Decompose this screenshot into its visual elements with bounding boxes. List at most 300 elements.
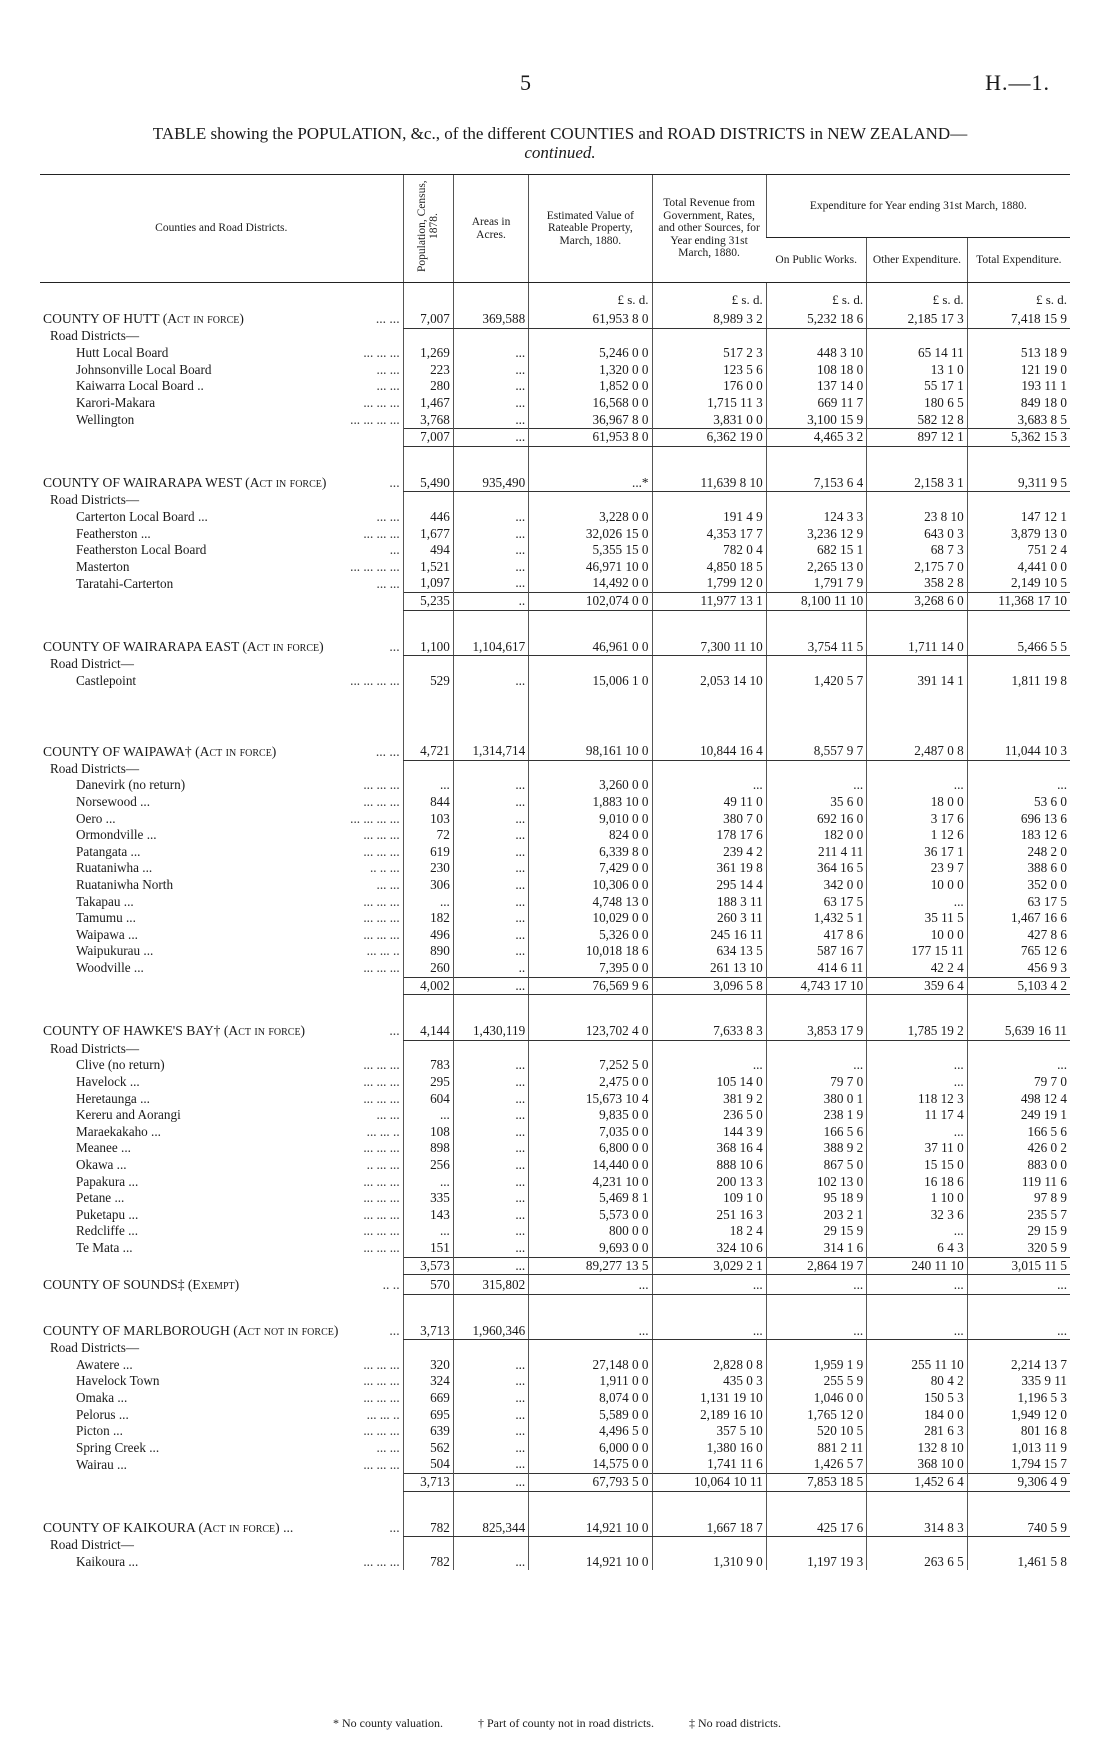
cell-rev: 7,633 8 3 [652, 1021, 766, 1040]
cell-area: ... [453, 910, 528, 927]
cell-val: 6,000 0 0 [529, 1440, 652, 1457]
row-name [40, 811, 403, 828]
currency-unit: £ s. d. [867, 283, 967, 310]
leader-dots: ... ... ... [363, 1356, 400, 1372]
cell-area: ... [453, 1107, 528, 1124]
cell-area [453, 1537, 528, 1554]
road-district-row [40, 1157, 1070, 1174]
row-label: Johnsonville Local Board [76, 361, 212, 377]
cell-area [453, 1491, 528, 1518]
cell-pw: ... [766, 1321, 866, 1340]
cell-rev: 357 5 10 [652, 1423, 766, 1440]
cell-val [529, 328, 652, 345]
cell-rev: 191 4 9 [652, 509, 766, 526]
currency-unit: £ s. d. [967, 283, 1070, 310]
road-district-row [40, 509, 1070, 526]
cell-pop: 890 [403, 943, 453, 960]
cell-pw: 1,959 1 9 [766, 1357, 866, 1374]
leader-dots: ... ... ... [363, 1140, 400, 1156]
cell-area [453, 446, 528, 473]
cell-pw: 1,432 5 1 [766, 910, 866, 927]
cell-oth: 180 6 5 [867, 395, 967, 412]
cell-pop: 151 [403, 1240, 453, 1257]
cell-tot [967, 492, 1070, 509]
cell-oth: 314 8 3 [867, 1518, 967, 1537]
row-name [40, 910, 403, 927]
cell-rev: 236 5 0 [652, 1107, 766, 1124]
row-name [40, 760, 403, 777]
cell-val [529, 1537, 652, 1554]
cell-pw: 238 1 9 [766, 1107, 866, 1124]
cell-pop: ... [403, 1107, 453, 1124]
cell-oth: 55 17 1 [867, 378, 967, 395]
row-label: Ruataniwha ... [76, 860, 153, 876]
cell-val: 4,231 10 0 [529, 1174, 652, 1191]
cell-pop: 494 [403, 542, 453, 559]
road-district-row [40, 1423, 1070, 1440]
cell-pop: 4,144 [403, 1021, 453, 1040]
cell-area: 315,802 [453, 1275, 528, 1295]
row-label: Havelock ... [76, 1073, 140, 1089]
row-label: Danevirk (no return) [76, 777, 186, 793]
cell-rev: 200 13 3 [652, 1174, 766, 1191]
spacer-row [40, 1294, 1070, 1321]
footnote: ‡ No road districts. [688, 1716, 781, 1730]
row-label: COUNTY OF SOUNDS‡ (Exempt) [43, 1277, 240, 1293]
row-label: Puketapu ... [76, 1206, 139, 1222]
header-other: Other Expenditure. [867, 238, 967, 283]
cell-pop: ... [403, 777, 453, 794]
cell-val [529, 760, 652, 777]
cell-area: ... [453, 542, 528, 559]
cell-oth: 36 17 1 [867, 844, 967, 861]
title-line: TABLE showing the POPULATION, &c., of the different COUNTIES and ROAD DISTRICTS in NEW ZEALAND— [152, 124, 968, 143]
cell-val: 9,693 0 0 [529, 1240, 652, 1257]
cell-area: 935,490 [453, 473, 528, 492]
cell-tot [967, 1040, 1070, 1057]
cell-oth: 23 8 10 [867, 509, 967, 526]
cell-pw: 255 5 9 [766, 1373, 866, 1390]
cell-area: ... [453, 1440, 528, 1457]
cell-oth [867, 446, 967, 473]
cell-pw: 8,557 9 7 [766, 741, 866, 760]
cell-val: 7,252 5 0 [529, 1057, 652, 1074]
cell-rev: 2,189 16 10 [652, 1407, 766, 1424]
cell-tot: 7,418 15 9 [967, 309, 1070, 328]
cell-oth [867, 1537, 967, 1554]
leader-dots: ... ... ... [363, 910, 400, 926]
cell-val: 3,260 0 0 [529, 777, 652, 794]
cell-tot: 513 18 9 [967, 345, 1070, 362]
road-district-row [40, 395, 1070, 412]
cell-pop [403, 492, 453, 509]
row-name [40, 1407, 403, 1424]
cell-area: 369,588 [453, 309, 528, 328]
leader-dots: ... ... ... [363, 1373, 400, 1389]
cell-oth: 1,785 19 2 [867, 1021, 967, 1040]
road-district-row [40, 794, 1070, 811]
cell-rev: 176 0 0 [652, 378, 766, 395]
cell-area: ... [453, 877, 528, 894]
cell-tot: 3,683 8 5 [967, 412, 1070, 429]
leader-dots: ... ... ... [363, 1190, 400, 1206]
cell-area: ... [453, 844, 528, 861]
footnotes [0, 1716, 1114, 1731]
cell-oth: 184 0 0 [867, 1407, 967, 1424]
row-label: Kereru and Aorangi [76, 1107, 181, 1123]
cell-rev: 782 0 4 [652, 542, 766, 559]
road-districts-heading [40, 1340, 1070, 1357]
cell-tot [967, 1537, 1070, 1554]
cell-tot: ... [967, 1275, 1070, 1295]
cell-val: 1,883 10 0 [529, 794, 652, 811]
row-label: Redcliffe ... [76, 1223, 139, 1239]
cell-tot: 5,103 4 2 [967, 977, 1070, 995]
cell-pop [403, 1491, 453, 1518]
row-label: Road District— [50, 655, 134, 671]
cell-oth: ... [867, 1275, 967, 1295]
cell-rev [652, 1294, 766, 1321]
cell-rev [652, 715, 766, 741]
row-label: Road Districts— [50, 492, 140, 508]
cell-oth: ... [867, 1321, 967, 1340]
cell-oth: 150 5 3 [867, 1390, 967, 1407]
cell-tot: 53 6 0 [967, 794, 1070, 811]
cell-rev: 261 13 10 [652, 960, 766, 977]
cell-tot [967, 715, 1070, 741]
leader-dots: ... [389, 542, 400, 558]
cell-oth: 32 3 6 [867, 1207, 967, 1224]
cell-pw: 95 18 9 [766, 1190, 866, 1207]
cell-pw: 63 17 5 [766, 894, 866, 911]
cell-tot: 2,214 13 7 [967, 1357, 1070, 1374]
leader-dots: ... ... ... [363, 1223, 400, 1239]
cell-pw [766, 1294, 866, 1321]
cell-rev [652, 995, 766, 1022]
cell-val: 46,971 10 0 [529, 559, 652, 576]
cell-area: ... [453, 345, 528, 362]
row-name [40, 1107, 403, 1124]
cell-rev: 3,096 5 8 [652, 977, 766, 995]
cell-val: ... [529, 1275, 652, 1295]
cell-pw: 520 10 5 [766, 1423, 866, 1440]
road-districts-heading [40, 1040, 1070, 1057]
cell-pop: 1,677 [403, 526, 453, 543]
cell-rev: 1,799 12 0 [652, 575, 766, 592]
cell-area: 1,314,714 [453, 741, 528, 760]
cell-area: 1,430,119 [453, 1021, 528, 1040]
leader-dots: ... ... [376, 378, 400, 394]
cell-pop: 669 [403, 1390, 453, 1407]
cell-tot: 456 9 3 [967, 960, 1070, 977]
spacer-row [40, 610, 1070, 637]
cell-val [529, 1491, 652, 1518]
cell-tot: 426 0 2 [967, 1140, 1070, 1157]
cell-rev: 381 9 2 [652, 1091, 766, 1108]
cell-pop: 3,573 [403, 1257, 453, 1275]
cell-tot: 883 0 0 [967, 1157, 1070, 1174]
cell-rev: 10,064 10 11 [652, 1474, 766, 1492]
row-name [40, 592, 403, 610]
cell-pw: 8,100 11 10 [766, 592, 866, 610]
cell-area: 1,960,346 [453, 1321, 528, 1340]
county-row [40, 637, 1070, 656]
cell-val: 5,326 0 0 [529, 927, 652, 944]
cell-tot: 352 0 0 [967, 877, 1070, 894]
row-name [40, 927, 403, 944]
road-district-row [40, 1357, 1070, 1374]
road-district-row [40, 1091, 1070, 1108]
cell-tot: 147 12 1 [967, 509, 1070, 526]
row-name [40, 610, 403, 637]
cell-pop: 562 [403, 1440, 453, 1457]
cell-val: 9,835 0 0 [529, 1107, 652, 1124]
road-district-row [40, 1124, 1070, 1141]
row-label: Ruataniwha North [76, 877, 174, 893]
leader-dots: ... ... ... ... [350, 672, 400, 688]
row-label: Picton ... [76, 1423, 123, 1439]
row-name [40, 1491, 403, 1518]
cell-tot [967, 689, 1070, 715]
cell-val [529, 1040, 652, 1057]
cell-oth: ... [867, 1057, 967, 1074]
cell-tot: 4,441 0 0 [967, 559, 1070, 576]
cell-tot: 121 19 0 [967, 362, 1070, 379]
cell-area: ... [453, 412, 528, 429]
road-district-row [40, 1440, 1070, 1457]
road-district-row [40, 1207, 1070, 1224]
leader-dots: ... ... [376, 1107, 400, 1123]
road-district-row [40, 1074, 1070, 1091]
row-name [40, 1190, 403, 1207]
leader-dots: ... ... ... [363, 1090, 400, 1106]
cell-val: ... [529, 1321, 652, 1340]
cell-pw: ... [766, 1275, 866, 1295]
cell-tot: 765 12 6 [967, 943, 1070, 960]
cell-oth: 11 17 4 [867, 1107, 967, 1124]
leader-dots: ... ... ... [363, 1423, 400, 1439]
cell-pop: 230 [403, 860, 453, 877]
row-label: Road Districts— [50, 760, 140, 776]
cell-rev: 251 16 3 [652, 1207, 766, 1224]
header-public-works: On Public Works. [766, 238, 866, 283]
leader-dots: ... ... [376, 361, 400, 377]
cell-pop: 335 [403, 1190, 453, 1207]
cell-pop [403, 1340, 453, 1357]
row-name [40, 542, 403, 559]
cell-pop [403, 446, 453, 473]
cell-val: 16,568 0 0 [529, 395, 652, 412]
cell-area: ... [453, 1357, 528, 1374]
cell-oth: 80 4 2 [867, 1373, 967, 1390]
row-name [40, 689, 403, 715]
leader-dots: ... ... ... [363, 960, 400, 976]
cell-tot: 166 5 6 [967, 1124, 1070, 1141]
cell-tot: 320 5 9 [967, 1240, 1070, 1257]
cell-rev [652, 656, 766, 673]
cell-rev: 245 16 11 [652, 927, 766, 944]
row-name [40, 656, 403, 673]
cell-val: 102,074 0 0 [529, 592, 652, 610]
cell-pw: 4,743 17 10 [766, 977, 866, 995]
road-district-row [40, 412, 1070, 429]
cell-pw: 124 3 3 [766, 509, 866, 526]
cell-pop: 143 [403, 1207, 453, 1224]
cell-val [529, 995, 652, 1022]
cell-pw: 35 6 0 [766, 794, 866, 811]
cell-oth: 2,487 0 8 [867, 741, 967, 760]
cell-rev: ... [652, 1321, 766, 1340]
cell-oth [867, 689, 967, 715]
row-name [40, 673, 403, 690]
cell-val: 76,569 9 6 [529, 977, 652, 995]
road-district-row [40, 673, 1070, 690]
cell-val: 6,800 0 0 [529, 1140, 652, 1157]
cell-pw: 425 17 6 [766, 1518, 866, 1537]
road-district-row [40, 575, 1070, 592]
leader-dots: ... ... ... [363, 1553, 400, 1569]
cell-pop: ... [403, 894, 453, 911]
leader-dots: ... ... ... [363, 777, 400, 793]
cell-val: 32,026 15 0 [529, 526, 652, 543]
cell-area: ... [453, 1091, 528, 1108]
cell-val: 7,429 0 0 [529, 860, 652, 877]
cell-pw: 7,153 6 4 [766, 473, 866, 492]
row-name [40, 1373, 403, 1390]
cell-pw: 314 1 6 [766, 1240, 866, 1257]
road-district-row [40, 1407, 1070, 1424]
cell-area [453, 715, 528, 741]
road-district-row [40, 1240, 1070, 1257]
cell-pop: 223 [403, 362, 453, 379]
cell-tot [967, 1294, 1070, 1321]
spacer-row [40, 995, 1070, 1022]
cell-rev: 2,828 0 8 [652, 1357, 766, 1374]
cell-pw: 4,465 3 2 [766, 429, 866, 447]
row-name [40, 1390, 403, 1407]
cell-tot: 1,013 11 9 [967, 1440, 1070, 1457]
cell-val [529, 1294, 652, 1321]
cell-pop: 1,521 [403, 559, 453, 576]
cell-rev: 1,741 11 6 [652, 1456, 766, 1473]
road-district-row [40, 827, 1070, 844]
total-row [40, 977, 1070, 995]
row-name [40, 1057, 403, 1074]
cell-area: ... [453, 1140, 528, 1157]
row-name [40, 446, 403, 473]
county-row [40, 309, 1070, 328]
cell-area: ... [453, 429, 528, 447]
cell-area: ... [453, 1423, 528, 1440]
cell-val [529, 492, 652, 509]
row-label: COUNTY OF HUTT (Act in force) [43, 311, 244, 327]
cell-area: ... [453, 1390, 528, 1407]
cell-pop: ... [403, 1174, 453, 1191]
cell-tot: 498 12 4 [967, 1091, 1070, 1108]
cell-area: ... [453, 894, 528, 911]
cell-oth: 6 4 3 [867, 1240, 967, 1257]
cell-area: ... [453, 673, 528, 690]
cell-pop: 604 [403, 1091, 453, 1108]
row-label: Featherston ... [76, 525, 151, 541]
leader-dots: ... [389, 1023, 400, 1039]
title-continued: continued. [524, 143, 596, 162]
road-district-row [40, 1373, 1070, 1390]
row-name [40, 559, 403, 576]
cell-tot: ... [967, 777, 1070, 794]
cell-oth: 10 0 0 [867, 877, 967, 894]
cell-val: 7,395 0 0 [529, 960, 652, 977]
leader-dots: ... ... [375, 311, 400, 327]
road-district-row [40, 860, 1070, 877]
cell-pw: 7,853 18 5 [766, 1474, 866, 1492]
cell-pop: 1,269 [403, 345, 453, 362]
cell-tot: 9,306 4 9 [967, 1474, 1070, 1492]
cell-val: 10,029 0 0 [529, 910, 652, 927]
cell-val: 824 0 0 [529, 827, 652, 844]
cell-pw: 5,232 18 6 [766, 309, 866, 328]
cell-oth [867, 760, 967, 777]
row-label: Spring Creek ... [76, 1439, 160, 1455]
cell-rev: 11,639 8 10 [652, 473, 766, 492]
cell-rev [652, 446, 766, 473]
row-name [40, 1157, 403, 1174]
road-district-row [40, 960, 1070, 977]
cell-rev [652, 328, 766, 345]
total-row [40, 1474, 1070, 1492]
row-name [40, 1275, 403, 1295]
row-name [40, 378, 403, 395]
unit-blank [40, 283, 403, 310]
cell-pw [766, 715, 866, 741]
row-name [40, 960, 403, 977]
row-label: Road Districts— [50, 1340, 140, 1356]
cell-oth [867, 492, 967, 509]
road-district-row [40, 1390, 1070, 1407]
cell-tot [967, 1340, 1070, 1357]
cell-pop: 529 [403, 673, 453, 690]
spacer-row [40, 446, 1070, 473]
row-name [40, 429, 403, 447]
row-name [40, 395, 403, 412]
cell-tot: 63 17 5 [967, 894, 1070, 911]
cell-val: 6,339 8 0 [529, 844, 652, 861]
road-district-row [40, 1140, 1070, 1157]
cell-oth: 23 9 7 [867, 860, 967, 877]
cell-pop: 256 [403, 1157, 453, 1174]
cell-pw: 108 18 0 [766, 362, 866, 379]
cell-rev [652, 1340, 766, 1357]
cell-pop [403, 1537, 453, 1554]
cell-val: 5,355 15 0 [529, 542, 652, 559]
row-name [40, 1537, 403, 1554]
cell-val: 89,277 13 5 [529, 1257, 652, 1275]
cell-pw: 881 2 11 [766, 1440, 866, 1457]
cell-area: 825,344 [453, 1518, 528, 1537]
row-name [40, 328, 403, 345]
cell-area [453, 689, 528, 715]
document-reference: H.—1. [985, 70, 1050, 95]
cell-area: ... [453, 1190, 528, 1207]
cell-val: 5,573 0 0 [529, 1207, 652, 1224]
cell-rev: ... [652, 1275, 766, 1295]
cell-tot: 1,794 15 7 [967, 1456, 1070, 1473]
road-district-row [40, 844, 1070, 861]
cell-val [529, 446, 652, 473]
cell-pw [766, 1040, 866, 1057]
cell-pop: 3,713 [403, 1321, 453, 1340]
row-name [40, 1440, 403, 1457]
